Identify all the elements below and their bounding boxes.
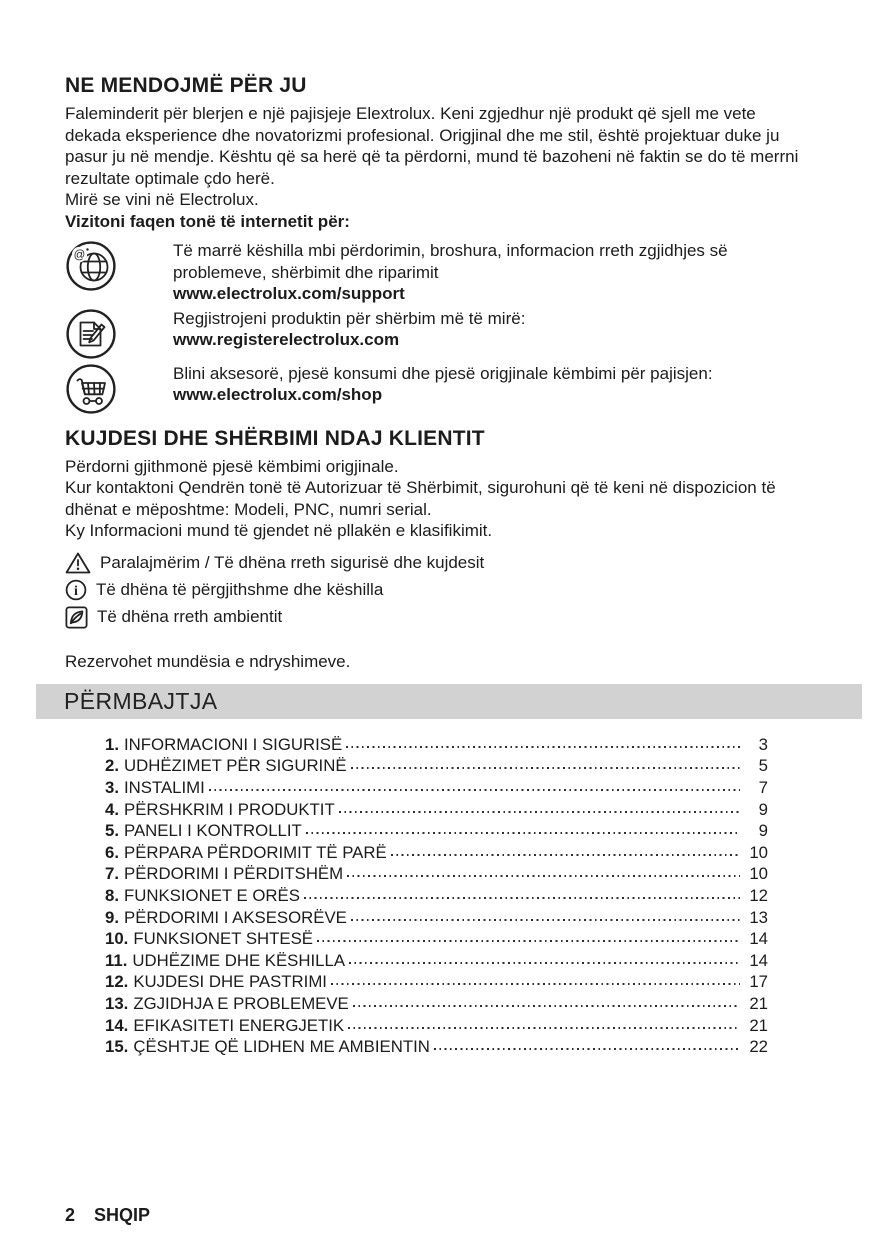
toc-item[interactable] xyxy=(105,819,768,841)
toc-leader-dots xyxy=(346,1014,742,1031)
toc-item[interactable] xyxy=(105,992,768,1014)
toc-leader-dots xyxy=(389,841,742,858)
changes-disclaimer: Rezervohet mundësia e ndryshimeve. xyxy=(65,651,351,671)
toc-item-page: 14 xyxy=(749,929,768,949)
toc-leader-dots xyxy=(349,755,742,772)
toc-item[interactable] xyxy=(105,1014,768,1036)
toc-item-number: 6. xyxy=(105,842,119,862)
shop-link-url[interactable]: www.electrolux.com/shop xyxy=(173,385,383,404)
toc-item-page: 13 xyxy=(749,907,768,927)
toc-item[interactable] xyxy=(105,798,768,820)
toc-item-number: 14. xyxy=(105,1015,129,1035)
shop-link-text: Blini aksesorë, pjesë konsumi dhe pjesë origjinale këmbimi për pajisjen: xyxy=(173,363,713,383)
environment-note-row xyxy=(65,604,805,631)
toc-item-label: FUNKSIONET E ORËS xyxy=(124,885,300,905)
toc-item[interactable] xyxy=(105,755,768,777)
toc-item-label: PËRSHKRIM I PRODUKTIT xyxy=(124,799,335,819)
toc-item-number: 3. xyxy=(105,777,119,797)
toc-item-number: 15. xyxy=(105,1037,129,1057)
toc-item-number: 2. xyxy=(105,756,119,776)
toc-leader-dots xyxy=(337,798,742,815)
page-footer xyxy=(65,1205,150,1226)
toc-item-label: FUNKSIONET SHTESË xyxy=(133,929,313,949)
toc-item-label: INSTALIMI xyxy=(124,777,205,797)
contents-banner xyxy=(36,684,862,719)
footer-page-number: 2 xyxy=(65,1205,76,1225)
toc-item-page: 9 xyxy=(758,821,768,841)
register-link-text: Regjistrojeni produktin për shërbim më të mirë: xyxy=(173,308,526,328)
toc-item[interactable] xyxy=(105,1035,768,1057)
register-link-row xyxy=(65,308,805,360)
info-circle-icon xyxy=(65,579,87,601)
toc-item[interactable] xyxy=(105,884,768,906)
globe-at-icon xyxy=(65,240,117,292)
toc-item-label: PËRDORIMI I PËRDITSHËM xyxy=(124,864,344,884)
intro-visit-line: Vizitoni faqen tonë të internetit për: xyxy=(65,211,350,231)
support-link-text: Të marrë këshilla mbi përdorimin, broshura, informacion rreth zgjidhjes së problemeve, shërbimit dhe riparimit xyxy=(173,241,728,282)
toc-item[interactable] xyxy=(105,971,768,993)
toc-item-number: 4. xyxy=(105,799,119,819)
toc-item-page: 10 xyxy=(749,864,768,884)
service-line: Kur kontaktoni Qendrën tonë të Autorizuar të Shërbimit, sigurohuni që të keni në dispozicion të dhënat e mëposhtme: Modeli, PNC, numri serial. xyxy=(65,478,776,519)
contents-title: PËRMBAJTJA xyxy=(64,688,218,714)
shopping-cart-icon xyxy=(65,363,117,415)
svg-text:@: @ xyxy=(73,249,86,262)
register-document-icon xyxy=(65,308,117,360)
shop-link-row xyxy=(65,363,805,415)
toc-item-label: UDHËZIME DHE KËSHILLA xyxy=(132,950,346,970)
toc-item-label: INFORMACIONI I SIGURISË xyxy=(124,734,343,754)
toc-leader-dots xyxy=(432,1035,742,1052)
legend-notes xyxy=(65,550,805,631)
toc-item-number: 10. xyxy=(105,929,129,949)
service-line: Përdorni gjithmonë pjesë këmbimi origjinale. xyxy=(65,456,399,476)
toc-item-label: PANELI I KONTROLLIT xyxy=(124,821,302,841)
toc-item-page: 22 xyxy=(749,1037,768,1057)
support-link-url[interactable]: www.electrolux.com/support xyxy=(173,284,405,303)
toc-leader-dots xyxy=(345,863,742,880)
toc-item-label: ÇËSHTJE QË LIDHEN ME AMBIENTIN xyxy=(133,1037,430,1057)
toc-item-label: KUJDESI DHE PASTRIMI xyxy=(133,972,327,992)
toc-item-number: 9. xyxy=(105,907,119,927)
intro-title: NE MENDOJMË PËR JU xyxy=(65,74,307,97)
toc-item-page: 17 xyxy=(749,972,768,992)
toc-leader-dots xyxy=(351,992,742,1009)
toc-leader-dots xyxy=(349,906,742,923)
toc-leader-dots xyxy=(302,884,742,901)
intro-body: Faleminderit për blerjen e një pajisjeje Elextrolux. Keni zgjedhur një produkt që sjell me vete dekada eksperience dhe novatorizmi profesional. Origjinal dhe me stil, është projektuar duke ju pasur ju në mendje. Kështu që sa herë që ta përdorni, mund të bazoheni në faktin se do të merrni rezultate optimale çdo herë. xyxy=(65,104,799,188)
toc-item-page: 5 xyxy=(758,756,768,776)
toc-leader-dots xyxy=(315,927,742,944)
toc-item-page: 14 xyxy=(749,950,768,970)
toc-item-page: 12 xyxy=(749,885,768,905)
toc-item-label: PËRDORIMI I AKSESORËVE xyxy=(124,907,347,927)
toc-item-number: 5. xyxy=(105,821,119,841)
toc-item-page: 3 xyxy=(758,734,768,754)
toc-item-label: ZGJIDHJA E PROBLEMEVE xyxy=(133,993,349,1013)
support-link-row xyxy=(65,240,805,305)
register-link-url[interactable]: www.registerelectrolux.com xyxy=(173,330,400,349)
toc-item[interactable] xyxy=(105,927,768,949)
toc-leader-dots xyxy=(329,971,742,988)
toc-item-page: 21 xyxy=(749,993,768,1013)
service-title: KUJDESI DHE SHËRBIMI NDAJ KLIENTIT xyxy=(65,426,485,450)
toc-item-number: 1. xyxy=(105,734,119,754)
toc-item-label: PËRPARA PËRDORIMIT TË PARË xyxy=(124,842,387,862)
toc-item-number: 8. xyxy=(105,885,119,905)
website-links xyxy=(65,240,805,415)
toc-item[interactable] xyxy=(105,906,768,928)
info-note-row xyxy=(65,577,805,604)
info-note-text: Të dhëna të përgjithshme dhe këshilla xyxy=(96,580,384,600)
warning-note-row xyxy=(65,550,805,577)
toc-item-label: UDHËZIMET PËR SIGURINË xyxy=(124,756,347,776)
toc-item[interactable] xyxy=(105,841,768,863)
toc-leader-dots xyxy=(344,733,742,750)
toc-item-number: 7. xyxy=(105,864,119,884)
toc-item-page: 10 xyxy=(749,842,768,862)
toc-item[interactable] xyxy=(105,776,768,798)
toc-leader-dots xyxy=(207,776,742,793)
toc-item-page: 9 xyxy=(758,799,768,819)
toc-item-number: 13. xyxy=(105,993,129,1013)
warning-triangle-icon xyxy=(65,551,91,575)
toc-item[interactable] xyxy=(105,949,768,971)
environment-note-text: Të dhëna rreth ambientit xyxy=(97,607,283,627)
toc-list xyxy=(105,733,768,1057)
intro-welcome: Mirë se vini në Electrolux. xyxy=(65,190,259,209)
toc-item-number: 11. xyxy=(105,950,128,970)
toc-item[interactable] xyxy=(105,733,768,755)
toc-leader-dots xyxy=(347,949,742,966)
footer-language: SHQIP xyxy=(94,1205,151,1225)
toc-item-page: 21 xyxy=(749,1015,768,1035)
warning-note-text: Paralajmërim / Të dhëna rreth sigurisë dhe kujdesit xyxy=(100,553,485,573)
toc-item-number: 12. xyxy=(105,972,129,992)
toc-item[interactable] xyxy=(105,863,768,885)
svg-text:i: i xyxy=(74,584,78,599)
toc-item-label: EFIKASITETI ENERGJETIK xyxy=(133,1015,345,1035)
toc-item-page: 7 xyxy=(758,777,768,797)
toc-leader-dots xyxy=(304,819,742,836)
leaf-environment-icon xyxy=(65,606,88,629)
service-line: Ky Informacioni mund të gjendet në pllakën e klasifikimit. xyxy=(65,521,493,540)
